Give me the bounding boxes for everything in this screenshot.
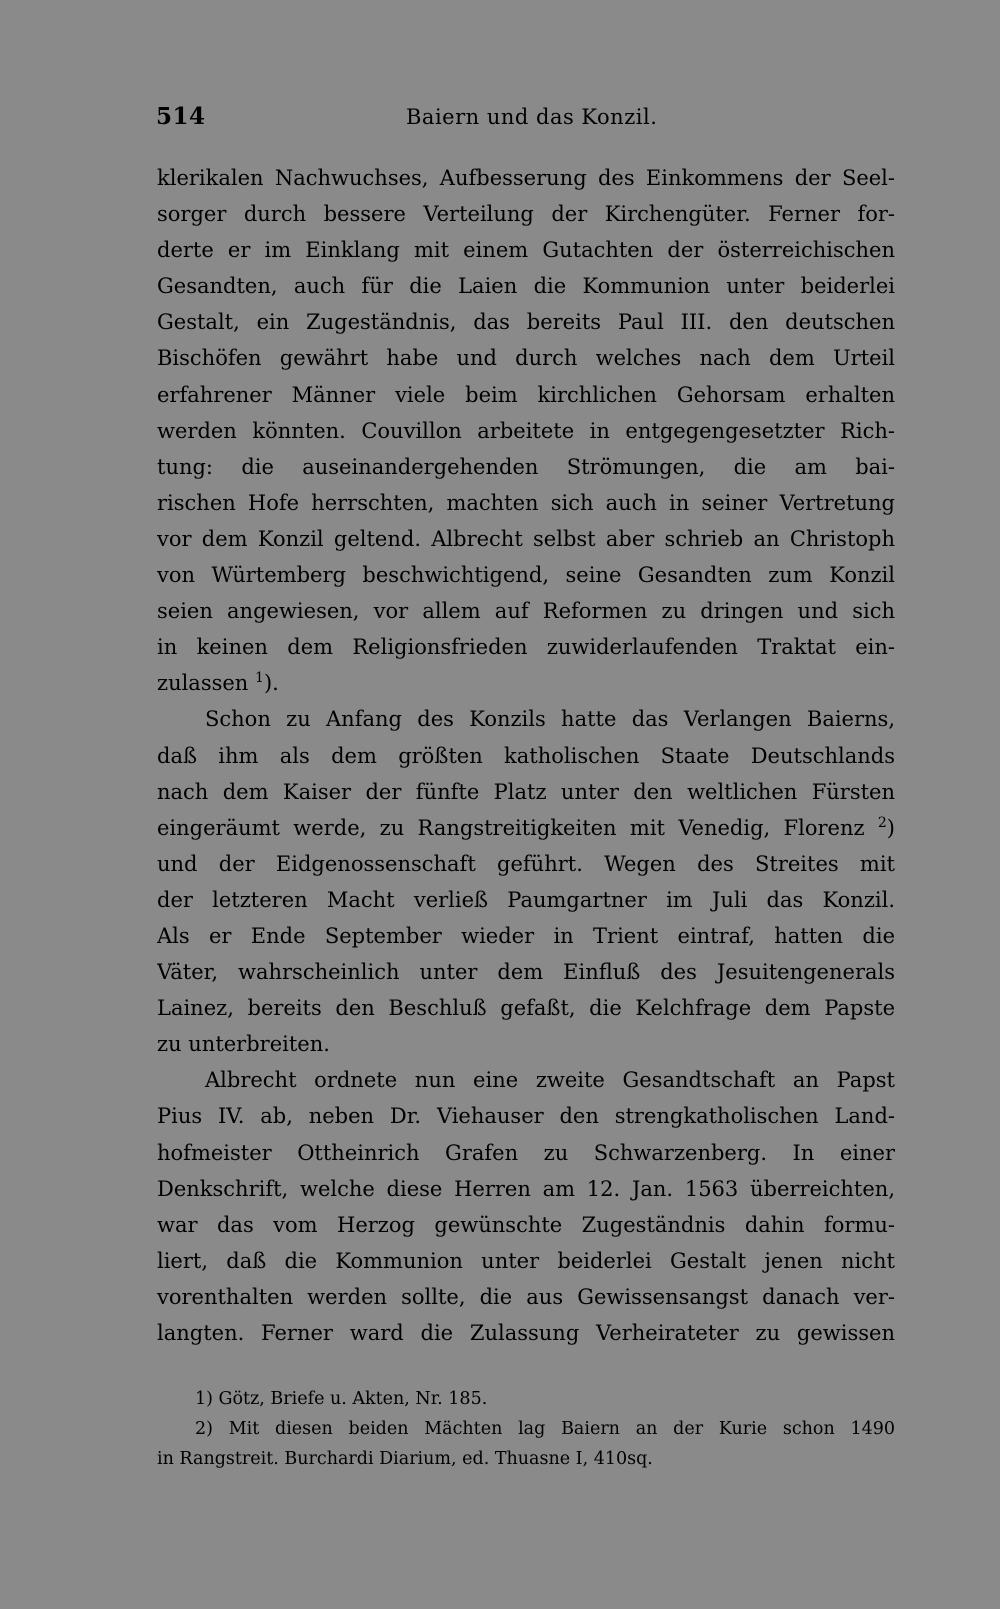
running-title: Baiern und das Konzil. bbox=[406, 105, 658, 129]
text-line bbox=[157, 665, 895, 701]
text-line: Albrecht ordnete nun eine zweite Gesandtschaft an Papst bbox=[205, 1068, 895, 1093]
text-line: vor dem Konzil geltend. Albrecht selbst aber schrieb an Christoph bbox=[157, 526, 895, 551]
paragraph bbox=[157, 160, 895, 701]
footnote-line: 2) Mit diesen beiden Mächten lag Baiern an der Kurie schon 1490 bbox=[195, 1419, 895, 1439]
text-line: in keinen dem Religionsfrieden zuwiderlaufenden Traktat ein- bbox=[157, 635, 895, 660]
text-line: erfahrener Männer viele beim kirchlichen Gehorsam erhalten bbox=[157, 382, 895, 407]
footnote-reference: 2 bbox=[877, 814, 887, 831]
text-line: Gestalt, ein Zugeständnis, das bereits Paul III. den deutschen bbox=[157, 310, 895, 335]
text-line: rischen Hofe herrschten, machten sich auch in seiner Vertretung bbox=[157, 490, 895, 515]
text-line: Denkschrift, welche diese Herren am 12. Jan. 1563 überreichten, bbox=[157, 1176, 895, 1201]
footnote-reference: 1 bbox=[255, 670, 264, 687]
page-number: 514 bbox=[156, 103, 206, 130]
text-fragment: zulassen bbox=[157, 671, 249, 696]
text-line: von Würtemberg beschwichtigend, seine Gesandten zum Konzil bbox=[157, 563, 895, 588]
text-line: zu unterbreiten. bbox=[157, 1032, 330, 1057]
footnote-line: 1) Götz, Briefe u. Akten, Nr. 185. bbox=[195, 1389, 488, 1409]
text-line: derte er im Einklang mit einem Gutachten der österreichischen bbox=[157, 238, 895, 263]
footnote bbox=[157, 1384, 895, 1414]
text-line: liert, daß die Kommunion unter beiderlei Gestalt jenen nicht bbox=[157, 1248, 895, 1273]
text-line: Schon zu Anfang des Konzils hatte das Verlangen Baierns, bbox=[205, 707, 895, 732]
body-text bbox=[157, 160, 895, 1351]
text-line: nach dem Kaiser der fünfte Platz unter den weltlichen Fürsten bbox=[157, 779, 895, 804]
text-line: hofmeister Ottheinrich Grafen zu Schwarzenberg. In einer bbox=[157, 1140, 895, 1165]
text-line: tung: die auseinandergehenden Strömungen, die am bai- bbox=[157, 454, 895, 479]
text-line: vorenthalten werden sollte, die aus Gewissensangst danach ver- bbox=[157, 1284, 895, 1309]
text-line: war das vom Herzog gewünschte Zugeständnis dahin formu- bbox=[157, 1212, 895, 1237]
footnotes bbox=[157, 1384, 895, 1474]
page-header bbox=[156, 103, 897, 137]
footnote bbox=[157, 1414, 895, 1474]
text-line: Lainez, bereits den Beschluß gefaßt, die Kelchfrage dem Papste bbox=[157, 996, 895, 1021]
text-line: klerikalen Nachwuchses, Aufbesserung des Einkommens der Seel- bbox=[157, 166, 895, 190]
paragraph bbox=[157, 701, 895, 1062]
text-line: der letzteren Macht verließ Paumgartner im Juli das Konzil. bbox=[157, 887, 895, 912]
text-line: und der Eidgenossenschaft geführt. Wegen des Streites mit bbox=[157, 851, 895, 876]
text-line: Gesandten, auch für die Laien die Kommunion unter beiderlei bbox=[157, 274, 895, 299]
text-line: langten. Ferner ward die Zulassung Verheirateter zu gewissen bbox=[157, 1321, 895, 1345]
text-line: Väter, wahrscheinlich unter dem Einfluß des Jesuitengenerals bbox=[157, 960, 895, 985]
text-line: Pius IV. ab, neben Dr. Viehauser den strengkatholischen Land- bbox=[157, 1104, 895, 1129]
text-line: daß ihm als dem größten katholischen Staate Deutschlands bbox=[157, 743, 895, 768]
text-line: sorger durch bessere Verteilung der Kirchengüter. Ferner for- bbox=[157, 202, 895, 227]
text-line: Bischöfen gewährt habe und durch welches nach dem Urteil bbox=[157, 346, 895, 371]
text-line: seien angewiesen, vor allem auf Reformen zu dringen und sich bbox=[157, 599, 895, 624]
paragraph bbox=[157, 1062, 895, 1351]
text-fragment: eingeräumt werde, zu Rangstreitigkeiten mit Venedig, Florenz bbox=[157, 815, 865, 840]
footnote-line: in Rangstreit. Burchardi Diarium, ed. Thuasne I, 410sq. bbox=[157, 1449, 653, 1469]
text-line: werden könnten. Couvillon arbeitete in entgegengesetzter Rich- bbox=[157, 418, 895, 443]
text-fragment: ) bbox=[886, 815, 895, 840]
text-line: Als er Ende September wieder in Trient eintraf, hatten die bbox=[157, 923, 895, 948]
text-fragment: ). bbox=[263, 671, 279, 696]
text-line bbox=[157, 810, 895, 846]
